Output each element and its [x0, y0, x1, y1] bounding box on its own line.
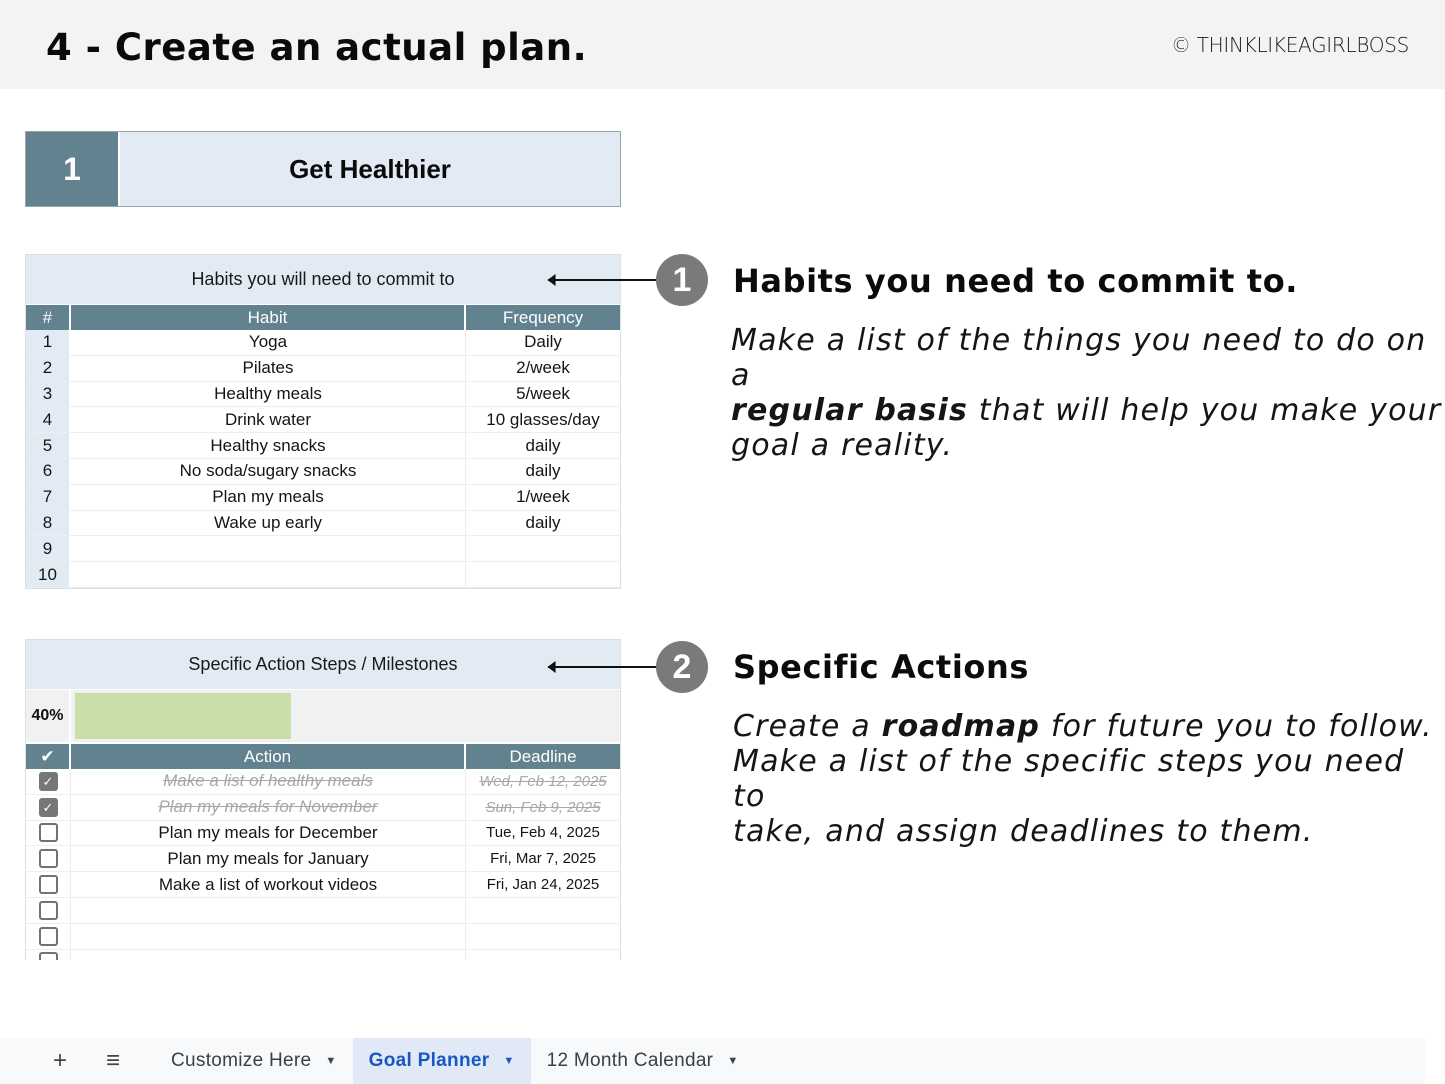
step-badge-1: 1: [656, 254, 708, 306]
column-header-action: Action: [71, 744, 466, 769]
callout-emphasis: regular basis: [731, 393, 969, 428]
habit-cell[interactable]: Healthy snacks: [71, 433, 466, 458]
table-row: [26, 950, 620, 960]
tab-label: 12 Month Calendar: [546, 1050, 714, 1071]
action-cell[interactable]: [71, 950, 466, 960]
table-row: [26, 846, 620, 872]
habits-table-header: [26, 305, 620, 330]
task-checkbox[interactable]: ✓: [39, 772, 58, 791]
frequency-cell[interactable]: [466, 562, 620, 587]
table-row: [26, 821, 620, 847]
deadline-text: Wed, Feb 12, 2025: [479, 772, 607, 790]
table-row: [26, 330, 620, 356]
progress-percent: 40%: [26, 690, 71, 742]
action-cell[interactable]: [71, 898, 466, 923]
habit-cell[interactable]: No soda/sugary snacks: [71, 459, 466, 484]
actions-table-header: [26, 744, 620, 769]
actions-table-body: [26, 769, 620, 960]
row-number: 7: [26, 485, 71, 510]
checkbox-cell: [26, 950, 71, 960]
frequency-cell[interactable]: daily: [525, 512, 561, 532]
callout-body-line: take, and assign deadlines to them.: [733, 814, 1314, 849]
callout-body-text: for future you to follow.: [1040, 709, 1433, 744]
deadline-text: Sun, Feb 9, 2025: [485, 798, 601, 816]
callout-body-line: goal a reality.: [731, 428, 954, 463]
goal-name[interactable]: Get Healthier: [289, 153, 451, 184]
caret-down-icon[interactable]: ▼: [503, 1055, 515, 1067]
task-checkbox[interactable]: [39, 901, 58, 920]
table-row: [26, 769, 620, 795]
tab-goal-planner[interactable]: [353, 1038, 531, 1084]
tab-customize-here[interactable]: [155, 1038, 353, 1084]
action-text: Make a list of workout videos: [158, 874, 378, 894]
habits-table-title: Habits you will need to commit to: [26, 255, 620, 305]
table-row: [26, 536, 620, 562]
goal-header: [25, 131, 621, 207]
action-text: Plan my meals for January: [167, 848, 369, 868]
deadline-cell[interactable]: [466, 846, 620, 871]
actions-table-title: Specific Action Steps / Milestones: [26, 640, 620, 690]
table-row: [26, 433, 620, 459]
habit-cell[interactable]: Pilates: [71, 356, 466, 381]
column-header-habit: Habit: [71, 305, 466, 330]
deadline-cell[interactable]: [466, 821, 620, 846]
table-row: [26, 872, 620, 898]
checkbox-cell: [26, 898, 71, 923]
deadline-text: Fri, Jan 24, 2025: [486, 876, 600, 894]
task-checkbox[interactable]: ✓: [39, 798, 58, 817]
progress-bar: [71, 690, 620, 742]
checkbox-cell: [26, 872, 71, 897]
task-checkbox[interactable]: [39, 927, 58, 946]
action-cell[interactable]: [71, 769, 466, 794]
habit-cell[interactable]: Plan my meals: [71, 485, 466, 510]
action-text: Make a list of healthy meals: [163, 771, 373, 791]
callout-body-line: Make a list of the things you need to do on a: [731, 323, 1427, 393]
copyright-text: © THINKLIKEAGIRLBOSS: [1170, 33, 1409, 57]
column-header-deadline: Deadline: [509, 746, 577, 766]
frequency-cell[interactable]: Daily: [524, 332, 562, 352]
column-header-number: #: [26, 305, 71, 330]
callout-body-line: [733, 709, 1445, 744]
top-bar: [0, 0, 1445, 89]
tab-label: Goal Planner: [368, 1050, 490, 1071]
checkmark-icon: ✔: [40, 746, 55, 766]
table-row: [26, 382, 620, 408]
goal-number[interactable]: 1: [26, 132, 120, 206]
frequency-cell[interactable]: 2/week: [516, 358, 570, 378]
column-header-done: [26, 744, 71, 769]
task-checkbox[interactable]: [39, 875, 58, 894]
add-sheet-button[interactable]: [43, 1044, 77, 1078]
table-row: [26, 562, 620, 588]
progress-row: [26, 690, 620, 744]
habits-table: [25, 254, 621, 589]
deadline-cell[interactable]: [466, 950, 620, 960]
table-row: [26, 898, 620, 924]
actions-table: [25, 639, 621, 960]
callout-emphasis: roadmap: [881, 709, 1041, 744]
frequency-cell[interactable]: 10 glasses/day: [486, 409, 600, 429]
habit-cell[interactable]: Wake up early: [71, 511, 466, 536]
habits-table-body: [26, 330, 620, 588]
arrow-left-icon: [548, 279, 660, 281]
checkbox-cell: [26, 846, 71, 871]
row-number: 3: [26, 382, 71, 407]
caret-down-icon[interactable]: ▼: [727, 1055, 739, 1067]
deadline-cell[interactable]: [466, 769, 620, 794]
habit-cell[interactable]: Healthy meals: [71, 382, 466, 407]
arrow-left-icon: [548, 666, 660, 668]
checkbox-cell: [26, 795, 71, 820]
habit-cell[interactable]: Drink water: [71, 407, 466, 432]
callout-title-actions: Specific Actions: [733, 648, 1030, 686]
action-cell[interactable]: [71, 795, 466, 820]
step-badge-2: 2: [656, 641, 708, 693]
task-checkbox[interactable]: [39, 952, 58, 960]
caret-down-icon[interactable]: ▼: [325, 1055, 337, 1067]
habit-cell[interactable]: [71, 536, 466, 561]
row-number: 9: [26, 536, 71, 561]
sheet-tab-bar: [0, 1038, 1425, 1084]
action-cell[interactable]: [71, 846, 466, 871]
row-number: 8: [26, 511, 71, 536]
checkbox-cell: [26, 769, 71, 794]
callout-body-line: [731, 393, 1445, 428]
page-title: 4 - Create an actual plan.: [46, 26, 588, 69]
row-number: 1: [26, 330, 71, 355]
column-header-frequency: Frequency: [502, 307, 584, 327]
deadline-cell[interactable]: [466, 795, 620, 820]
frequency-cell[interactable]: 1/week: [516, 487, 570, 507]
tab-label: Customize Here: [171, 1050, 312, 1071]
row-number: 6: [26, 459, 71, 484]
table-row: [26, 485, 620, 511]
deadline-cell[interactable]: [466, 898, 620, 923]
table-row: [26, 924, 620, 950]
row-number: 4: [26, 407, 71, 432]
deadline-text: Tue, Feb 4, 2025: [486, 824, 600, 842]
menu-icon: ≡: [105, 1047, 120, 1074]
action-text: Plan my meals for November: [158, 797, 378, 817]
deadline-text: Fri, Mar 7, 2025: [490, 850, 596, 868]
checkbox-cell: [26, 924, 71, 949]
callout-body-habits: [731, 323, 1445, 463]
callout-body-text: Create a: [733, 709, 882, 744]
task-checkbox[interactable]: [39, 823, 58, 842]
all-sheets-button[interactable]: [96, 1044, 130, 1078]
callout-body-actions: [733, 709, 1445, 849]
table-row: [26, 795, 620, 821]
deadline-cell[interactable]: [466, 924, 620, 949]
action-cell[interactable]: [71, 924, 466, 949]
callout-title-habits: Habits you need to commit to.: [733, 262, 1299, 300]
frequency-cell[interactable]: 5/week: [516, 383, 570, 403]
table-row: [26, 356, 620, 382]
table-row: [26, 407, 620, 433]
action-cell[interactable]: [71, 821, 466, 846]
row-number: 5: [26, 433, 71, 458]
frequency-cell[interactable]: daily: [525, 435, 561, 455]
plus-icon: +: [52, 1047, 67, 1074]
frequency-cell[interactable]: [466, 536, 620, 561]
frequency-cell[interactable]: daily: [525, 461, 561, 481]
callout-body-line: Make a list of the specific steps you need to: [733, 744, 1405, 814]
row-number: 10: [26, 562, 71, 587]
habit-cell[interactable]: [71, 562, 466, 587]
callout-body-text: that will help you make your: [968, 393, 1442, 428]
deadline-cell[interactable]: [466, 872, 620, 897]
tab-12-month-calendar[interactable]: [531, 1038, 755, 1084]
habit-cell[interactable]: Yoga: [71, 330, 466, 355]
table-row: [26, 459, 620, 485]
checkbox-cell: [26, 821, 71, 846]
row-number: 2: [26, 356, 71, 381]
action-text: Plan my meals for December: [158, 822, 378, 842]
task-checkbox[interactable]: [39, 849, 58, 868]
action-cell[interactable]: [71, 872, 466, 897]
table-row: [26, 511, 620, 537]
progress-bar-fill: [75, 693, 291, 739]
